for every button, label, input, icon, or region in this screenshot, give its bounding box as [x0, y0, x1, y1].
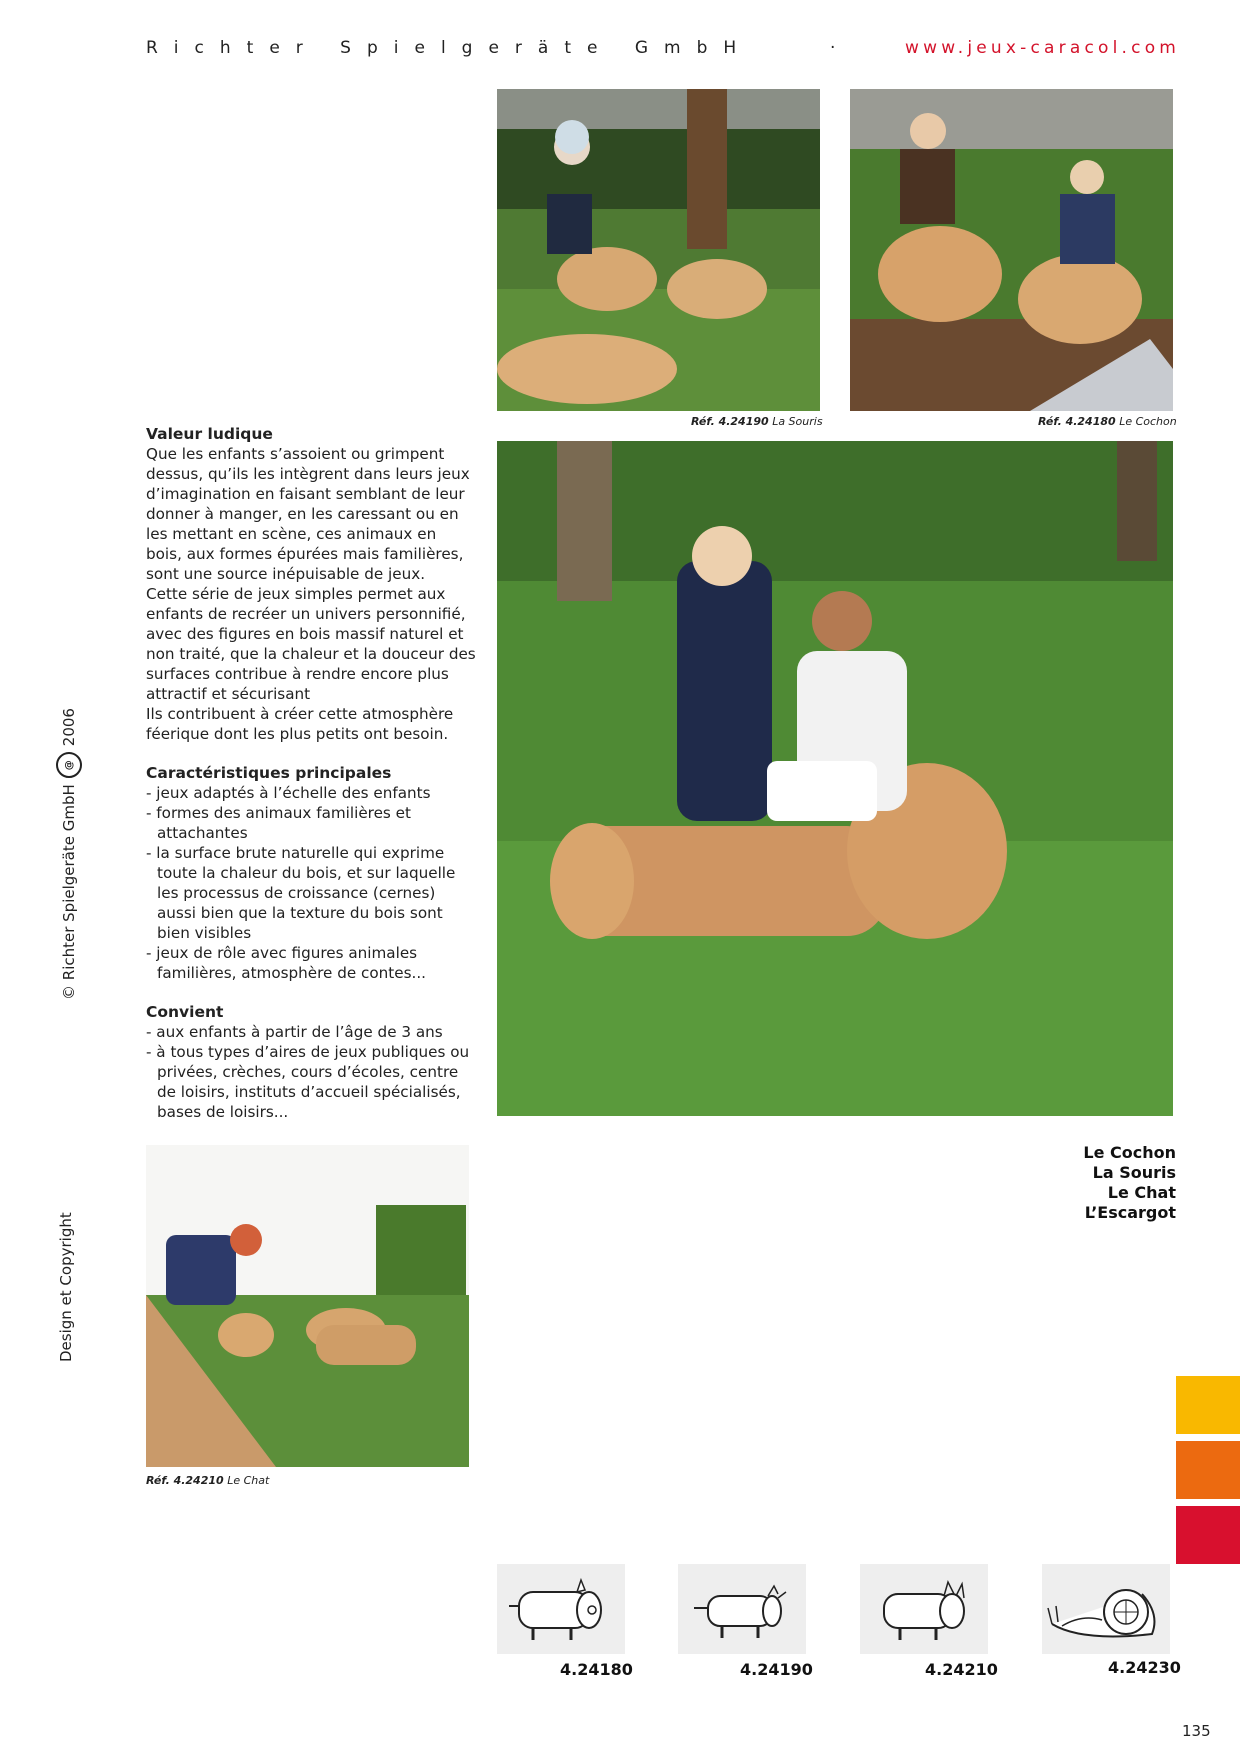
side-design-copyright: Design et Copyright: [57, 1212, 75, 1362]
valeur-paragraph-3: Ils contribuent à créer cette atmosphère féerique dont les plus petits ont besoin.: [146, 705, 454, 743]
section-title-valeur: Valeur ludique: [146, 425, 273, 443]
product-name: La Souris: [1092, 1163, 1176, 1182]
header-company: Richter Spielgeräte GmbH: [146, 38, 753, 58]
product-ref-4-24230: 4.24230: [1108, 1658, 1181, 1677]
photo-le-cochon: [850, 89, 1173, 411]
mouse-drawing-icon: [678, 1564, 806, 1654]
photo-le-chat: [146, 1145, 469, 1467]
color-tab-orange: [1176, 1441, 1240, 1499]
valeur-paragraph-2: Cette série de jeux simples permet aux enfants de recréer un univers personnifié, avec des figures en bois massif naturel et non traité, que la chaleur et la douceur des surfaces contribue à rendre encore plus attractif et sécurisant: [146, 585, 476, 703]
list-item: - la surface brute naturelle qui exprime toute la chaleur du bois, et sur laquelle les processus de croissance (cernes) aussi bien que la texture du bois sont bien visibles: [146, 844, 456, 942]
photo-main-children: [497, 441, 1173, 1116]
caracteristiques-list: [146, 783, 476, 983]
product-names: [1083, 1143, 1176, 1223]
photo-la-souris: [497, 89, 820, 411]
snail-logo-icon: @: [56, 752, 82, 778]
copyright-text: © Richter Spielgeräte GmbH: [60, 784, 78, 1000]
product-name: L’Escargot: [1084, 1203, 1176, 1222]
list-item: - jeux de rôle avec figures animales familières, atmosphère de contes...: [146, 944, 426, 982]
header-separator: ·: [830, 38, 836, 58]
product-name: Le Cochon: [1083, 1143, 1176, 1162]
color-tab-yellow: [1176, 1376, 1240, 1434]
caption-cochon: Réf. 4.24180 Le Cochon: [1038, 415, 1177, 428]
list-item: - jeux adaptés à l’échelle des enfants: [146, 784, 431, 802]
product-ref-4-24180: 4.24180: [560, 1660, 633, 1679]
section-title-caracteristiques: Caractéristiques principales: [146, 764, 392, 782]
caption-souris: Réf. 4.24190 La Souris: [691, 415, 823, 428]
product-name: Le Chat: [1107, 1183, 1176, 1202]
snail-drawing-icon: [1042, 1564, 1170, 1654]
cat-drawing-icon: [860, 1564, 988, 1654]
pig-drawing-icon: [497, 1564, 625, 1654]
description-column: [146, 424, 476, 1122]
convient-list: [146, 1022, 476, 1122]
side-copyright: [57, 650, 81, 1000]
list-item: - formes des animaux familières et attachantes: [146, 804, 411, 842]
copyright-year: 2006: [60, 708, 78, 747]
product-ref-4-24210: 4.24210: [925, 1660, 998, 1679]
page-number: 135: [1182, 1722, 1211, 1740]
header-url-link[interactable]: www.jeux-caracol.com: [905, 38, 1181, 58]
product-ref-4-24190: 4.24190: [740, 1660, 813, 1679]
list-item: - aux enfants à partir de l’âge de 3 ans: [146, 1023, 443, 1041]
valeur-paragraph-1: Que les enfants s’assoient ou grimpent dessus, qu’ils les intègrent dans leurs jeux d’imagination en faisant semblant de leur donner à manger, en les caressant ou en les mettant en scène, ces animaux en bois, aux formes épurées mais familières, sont une source inépuisable de jeux.: [146, 445, 470, 583]
caption-chat: Réf. 4.24210 Le Chat: [146, 1474, 270, 1487]
list-item: - à tous types d’aires de jeux publiques ou privées, crèches, cours d’écoles, centre de loisirs, instituts d’accueil spécialisés, bases de loisirs...: [146, 1043, 470, 1121]
color-tab-red: [1176, 1506, 1240, 1564]
section-title-convient: Convient: [146, 1003, 224, 1021]
